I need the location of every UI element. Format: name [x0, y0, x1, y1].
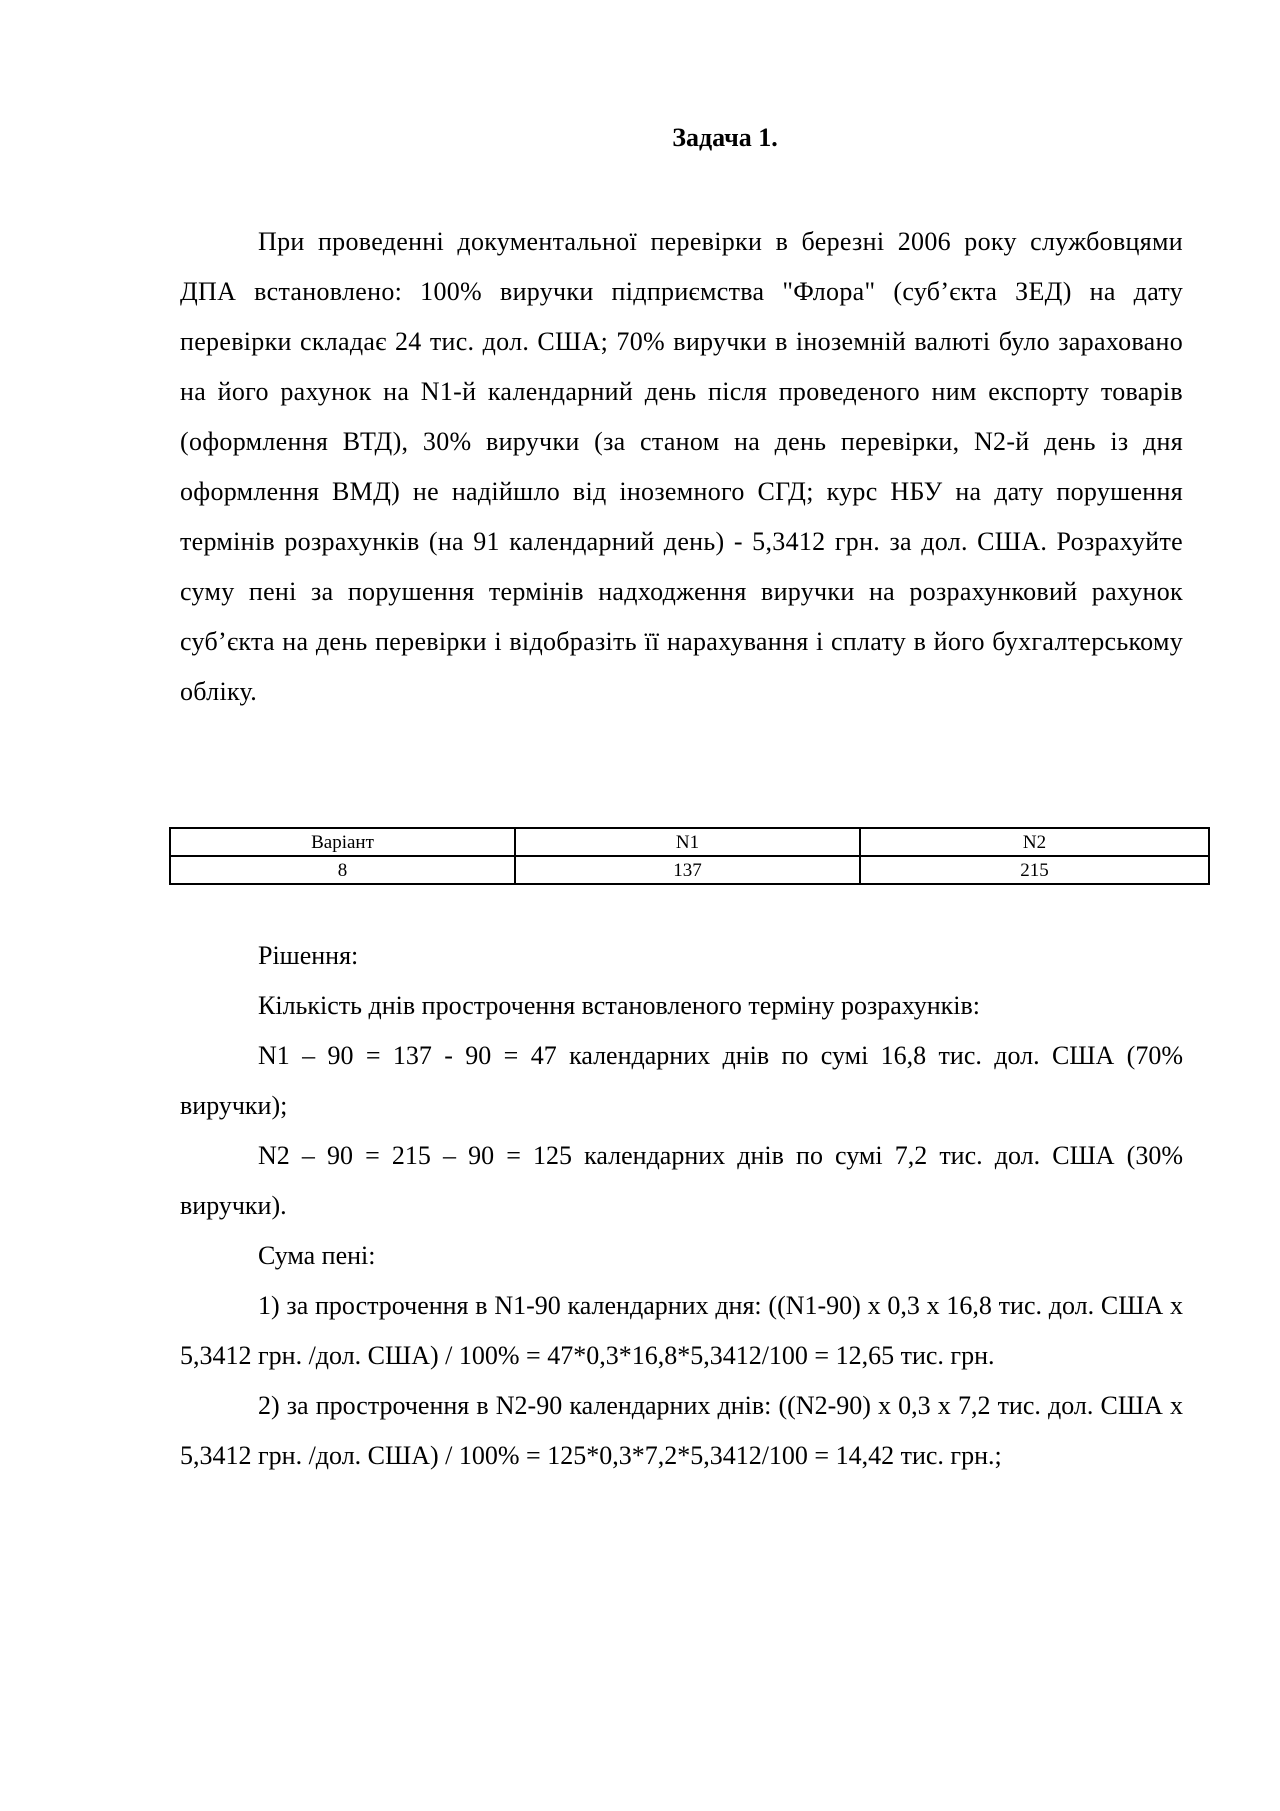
solution-section — [180, 931, 1183, 1481]
table-row — [170, 856, 1209, 884]
solution-paragraph: Кількість днів прострочення встановленого терміну розрахунків: — [258, 991, 981, 1020]
table-header-cell-variant: Варіант — [170, 828, 515, 856]
task-title: Задача 1. — [672, 123, 778, 152]
variant-table — [169, 827, 1210, 885]
table-header-row — [170, 828, 1209, 856]
solution-paragraph: N2 – 90 = 215 – 90 = 125 календарних днів по сумі 7,2 тис. дол. США (30% виручки). — [180, 1141, 1183, 1220]
table-cell-n2: 215 — [860, 856, 1209, 884]
table-cell-n1: 137 — [515, 856, 860, 884]
table-cell-variant: 8 — [170, 856, 515, 884]
solution-paragraph: 2) за прострочення в N2-90 календарних днів: ((N2-90) х 0,3 х 7,2 тис. дол. США х 5,3412 грн. /дол. США) / 100% = 125*0,3*7,2*5,3412/100 = 14,42 тис. грн.; — [180, 1391, 1183, 1470]
table-header-cell-n2: N2 — [860, 828, 1209, 856]
solution-paragraph: Сума пені: — [258, 1241, 376, 1270]
table-header-cell-n1: N1 — [515, 828, 860, 856]
solution-paragraph: N1 – 90 = 137 - 90 = 47 календарних днів по сумі 16,8 тис. дол. США (70% виручки); — [180, 1041, 1183, 1120]
problem-statement: При проведенні документальної перевірки в березні 2006 року службовцями ДПА встановлено: 100% виручки підприємства "Флора" (суб’єкта ЗЕД) на дату перевірки складає 24 тис. дол. США; 70% виручки в іноземній валюті було зараховано на його рахунок на N1-й календарний день після проведеного ним експорту товарів (оформлення ВТД), 30% виручки (за станом на день перевірки, N2-й день із дня оформлення ВМД) не надійшло від іноземного СГД; курс НБУ на дату порушення термінів розрахунків (на 91 календарний день) - 5,3412 грн. за дол. США. Розрахуйте суму пені за порушення термінів надходження виручки на розрахунковий рахунок суб’єкта на день перевірки і відобразіть її нарахування і сплату в його бухгалтерському обліку. — [180, 227, 1183, 706]
solution-heading: Рішення: — [258, 941, 359, 970]
solution-paragraph: 1) за прострочення в N1-90 календарних дня: ((N1-90) х 0,3 х 16,8 тис. дол. США х 5,3412 грн. /дол. США) / 100% = 47*0,3*16,8*5,3412/100 = 12,65 тис. грн. — [180, 1291, 1183, 1370]
